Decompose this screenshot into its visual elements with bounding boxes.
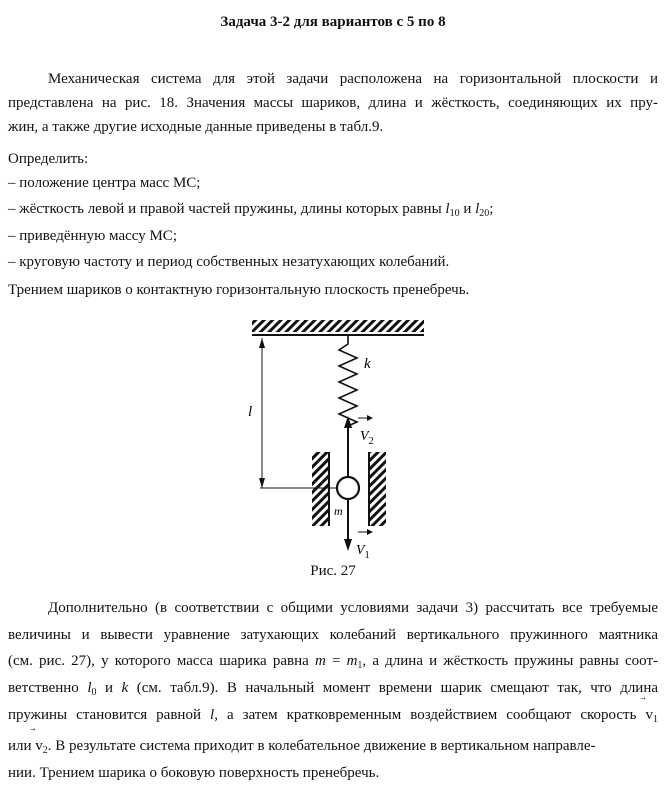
velocity-v1-head <box>344 539 352 551</box>
ball <box>337 477 359 499</box>
left-guide-hatch <box>312 452 328 526</box>
pendulum-diagram <box>230 318 430 558</box>
additional-line-5 <box>8 704 658 728</box>
vector-sub-1: 1 <box>653 714 658 725</box>
right-guide-hatch <box>370 452 386 526</box>
symbol-l: l <box>475 201 480 217</box>
list-item-frequency: – круговую частоту и период собственных незатухающих колебаний. <box>8 254 450 270</box>
symbol-l: l <box>445 201 450 217</box>
intro-line-1: Механическая система для этой задачи расположена на горизонтальной плоскости и <box>48 71 658 87</box>
symbol-l: l <box>210 707 215 723</box>
label-v2-sub: 2 <box>368 436 374 447</box>
length-arrow-bottom <box>259 478 265 488</box>
additional-line-3-end: , а длина и жёсткость пружины равны соот- <box>362 653 659 669</box>
determine-label: Определить: <box>8 151 89 167</box>
vector-sub-2: 2 <box>42 745 48 756</box>
intro-line-3: жин, а также другие исходные данные приведены в табл.9. <box>8 119 384 135</box>
task-title: Задача 3-2 для вариантов с 5 по 8 <box>220 14 446 30</box>
subscript-0: 0 <box>91 687 97 698</box>
label-l: l <box>248 404 253 420</box>
label-v2-letter: V <box>360 429 369 444</box>
list-item-center-of-mass: – положение центра масс МС; <box>8 175 201 191</box>
conjunction: и <box>459 201 476 217</box>
punctuation: ; <box>489 201 494 217</box>
length-arrow-top <box>259 338 265 348</box>
vector-v2 <box>35 735 48 758</box>
list-item-reduced-mass: – приведённую массу МС; <box>8 228 177 244</box>
label-m: m <box>334 504 343 518</box>
intro-line-2: представлена на рис. 18. Значения массы шариков, длина и жёсткость, соединяющих их пру- <box>8 95 658 111</box>
figure-caption: Рис. 27 <box>310 563 356 579</box>
additional-line-4-end: (см. табл.9). В начальный момент времени шарик смещают так, что длина <box>128 680 659 696</box>
subscript-1: 1 <box>357 660 363 671</box>
additional-line-7: нии. Трением шарика о боковую поверхность пренебречь. <box>8 765 380 781</box>
vector-letter: v <box>35 738 43 754</box>
additional-line-5-text: пружины становится равной <box>8 707 211 723</box>
label-v1 <box>356 543 370 558</box>
conjunction: и <box>96 680 122 696</box>
additional-line-6-end: . В результате система приходит в колебательное движение в вертикальном направле- <box>47 738 596 754</box>
symbol-k: k <box>121 680 129 696</box>
v1-vector-head <box>367 529 373 535</box>
equals-sign: = <box>325 653 347 669</box>
additional-line-5-mid: , а затем кратковременным воздействием сообщают скорость <box>214 707 646 723</box>
velocity-v2-head <box>344 416 352 428</box>
friction-note: Трением шариков о контактную горизонтальную плоскость пренебречь. <box>8 282 470 298</box>
list-item-stiffness <box>8 198 493 221</box>
symbol-l0: l <box>87 680 92 696</box>
additional-line-3-text: (см. рис. 27), у которого масса шарика равна <box>8 653 315 669</box>
additional-line-6 <box>8 735 596 758</box>
additional-line-1: Дополнительно (в соответствии с общими условиями задачи 3) рассчитать все требуемые <box>48 600 658 616</box>
list-item-stiffness-text: – жёсткость левой и правой частей пружины, длины которых равны <box>8 201 446 217</box>
label-v2 <box>360 429 374 447</box>
subscript-10: 10 <box>449 208 460 219</box>
vector-letter: v <box>645 707 653 723</box>
additional-line-3 <box>8 650 658 674</box>
additional-line-4 <box>8 677 658 701</box>
additional-line-4-text: ветственно <box>8 680 88 696</box>
ceiling-hatch <box>252 320 424 332</box>
additional-line-6-text: или <box>8 738 36 754</box>
vector-v1 <box>646 704 659 728</box>
figure-spring-pendulum <box>230 318 430 563</box>
additional-line-2: величины и вывести уравнение затухающих колебаний вертикального пружинного маятника <box>8 627 658 643</box>
v2-vector-head <box>367 415 373 421</box>
symbol-m: m <box>314 653 326 669</box>
symbol-m1: m <box>346 653 358 669</box>
label-v1-letter: V <box>356 543 365 558</box>
label-k: k <box>364 356 371 372</box>
label-v1-sub: 1 <box>364 550 370 558</box>
subscript-20: 20 <box>479 208 490 219</box>
